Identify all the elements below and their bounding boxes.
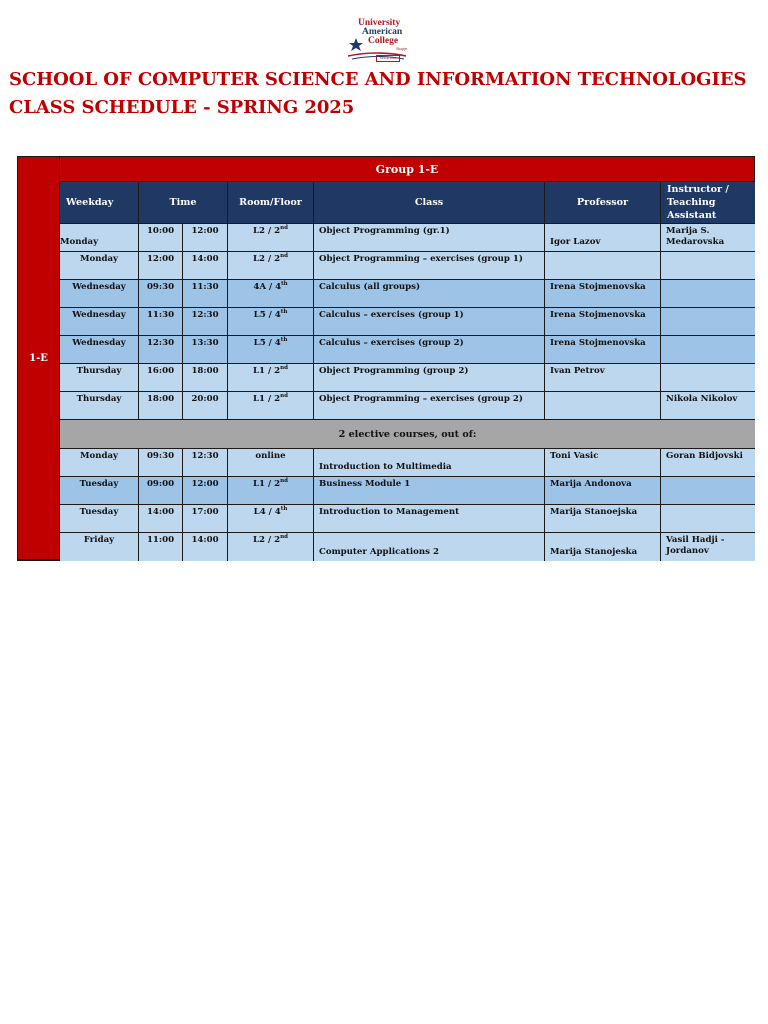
- cell-room: [228, 449, 314, 477]
- end-text: 14:00: [191, 254, 219, 264]
- start-text: 09:00: [146, 479, 175, 489]
- logo-text-college: College: [368, 36, 399, 46]
- weekday-text: Monday: [79, 254, 119, 264]
- class-text: Object Programming (gr.1): [319, 226, 450, 236]
- weekday-text: Thursday: [76, 366, 122, 376]
- class-text: Introduction to Multimedia: [319, 462, 452, 472]
- cell-start: [139, 477, 183, 505]
- end-text: 14:00: [191, 535, 219, 545]
- room-text: L5 / 4: [253, 310, 281, 320]
- start-text: 11:30: [146, 310, 175, 320]
- professor-text: Igor Lazov: [550, 237, 601, 247]
- floor-suffix: th: [280, 337, 288, 343]
- weekday-text: Tuesday: [79, 479, 119, 489]
- end-text: 18:00: [191, 366, 219, 376]
- class-text: Introduction to Management: [319, 507, 460, 517]
- weekday-text: Wednesday: [72, 310, 126, 320]
- cell-start: [139, 505, 183, 533]
- cell-assistant: [661, 505, 755, 533]
- cell-weekday: [60, 280, 139, 308]
- schedule-table: [17, 156, 755, 561]
- start-text: 12:30: [146, 338, 175, 348]
- cell-weekday: [60, 308, 139, 336]
- cell-end: [183, 336, 228, 364]
- cell-professor: [545, 477, 661, 505]
- cell-start: [139, 280, 183, 308]
- class-text: Object Programming – exercises (group 2): [319, 394, 523, 404]
- room-text: online: [255, 451, 286, 461]
- start-text: 18:00: [146, 394, 175, 404]
- room-text: L1 / 2: [253, 366, 281, 376]
- cell-assistant: [661, 280, 755, 308]
- cell-professor: [545, 449, 661, 477]
- cell-end: [183, 449, 228, 477]
- weekday-text: Wednesday: [72, 338, 126, 348]
- professor-text: Ivan Petrov: [550, 366, 605, 376]
- end-text: 12:30: [191, 451, 219, 461]
- assistant-text: Goran Bidjovski: [666, 451, 743, 461]
- logo-text-since: SINCE 2005: [376, 55, 400, 62]
- cell-end: [183, 392, 228, 420]
- room-text: L2 / 2: [253, 226, 281, 236]
- start-text: 09:30: [146, 451, 175, 461]
- cell-professor: [545, 392, 661, 420]
- start-text: 16:00: [146, 366, 175, 376]
- cell-class: [314, 449, 545, 477]
- cell-assistant: [661, 224, 755, 252]
- floor-suffix: nd: [280, 478, 288, 484]
- weekday-text: Monday: [79, 451, 119, 461]
- cell-room: [228, 505, 314, 533]
- cell-professor: [545, 280, 661, 308]
- cell-class: [314, 224, 545, 252]
- cell-room: [228, 392, 314, 420]
- cell-weekday: [60, 505, 139, 533]
- class-text: Computer Applications 2: [319, 547, 439, 557]
- assistant-text: Nikola Nikolov: [666, 394, 738, 404]
- cell-weekday: [60, 392, 139, 420]
- cell-assistant: [661, 308, 755, 336]
- cell-assistant: [661, 252, 755, 280]
- cell-end: [183, 477, 228, 505]
- end-text: 12:00: [191, 479, 219, 489]
- class-text: Business Module 1: [319, 479, 411, 489]
- cell-start: [139, 308, 183, 336]
- header-class: Class: [314, 182, 545, 224]
- cell-professor: [545, 336, 661, 364]
- class-text: Calculus – exercises (group 2): [319, 338, 464, 348]
- cell-weekday: [60, 533, 139, 561]
- end-text: 12:00: [191, 226, 219, 236]
- header-room: Room/Floor: [228, 182, 314, 224]
- weekday-text: Thursday: [76, 394, 122, 404]
- cell-class: [314, 336, 545, 364]
- floor-suffix: nd: [280, 253, 288, 259]
- logo-text-american: American: [362, 27, 403, 37]
- cell-room: [228, 308, 314, 336]
- cell-end: [183, 533, 228, 561]
- cell-class: [314, 477, 545, 505]
- professor-text: Irena Stojmenovska: [550, 338, 646, 348]
- cell-weekday: [60, 477, 139, 505]
- cell-assistant: [661, 449, 755, 477]
- end-text: 13:30: [191, 338, 219, 348]
- cell-start: [139, 224, 183, 252]
- cell-class: [314, 392, 545, 420]
- cell-weekday: [60, 252, 139, 280]
- cell-class: [314, 252, 545, 280]
- cell-start: [139, 364, 183, 392]
- floor-suffix: nd: [280, 225, 288, 231]
- cell-start: [139, 449, 183, 477]
- assistant-text: Marija S. Medarovska: [666, 226, 725, 247]
- cell-room: [228, 336, 314, 364]
- room-text: L5 / 4: [253, 338, 281, 348]
- cell-end: [183, 364, 228, 392]
- class-text: Object Programming – exercises (group 1): [319, 254, 523, 264]
- cell-professor: [545, 364, 661, 392]
- school-title: SCHOOL OF COMPUTER SCIENCE AND INFORMATION TECHNOLOGIES: [9, 69, 747, 90]
- cell-start: [139, 392, 183, 420]
- professor-text: Irena Stojmenovska: [550, 282, 646, 292]
- floor-suffix: th: [280, 309, 288, 315]
- start-text: 10:00: [146, 226, 175, 236]
- cell-class: [314, 505, 545, 533]
- cell-class: [314, 308, 545, 336]
- end-text: 12:30: [191, 310, 219, 320]
- cell-class: [314, 533, 545, 561]
- cell-start: [139, 533, 183, 561]
- cell-assistant: [661, 533, 755, 561]
- class-text: Calculus – exercises (group 1): [319, 310, 464, 320]
- group-side-label: 1-E: [18, 157, 60, 560]
- room-text: 4A / 4: [253, 282, 282, 292]
- professor-text: Marija Stanoejska: [550, 507, 638, 517]
- cell-room: [228, 477, 314, 505]
- cell-professor: [545, 533, 661, 561]
- room-text: L2 / 2: [253, 535, 281, 545]
- start-text: 14:00: [146, 507, 175, 517]
- elective-courses-label: 2 elective courses, out of:: [60, 420, 755, 449]
- cell-room: [228, 280, 314, 308]
- cell-end: [183, 505, 228, 533]
- floor-suffix: nd: [280, 393, 288, 399]
- header-weekday: Weekday: [60, 182, 139, 224]
- end-text: 17:00: [191, 507, 219, 517]
- schedule-title: CLASS SCHEDULE - SPRING 2025: [9, 97, 355, 118]
- cell-assistant: [661, 364, 755, 392]
- cell-room: [228, 252, 314, 280]
- start-text: 11:00: [146, 535, 175, 545]
- cell-end: [183, 252, 228, 280]
- group-header: Group 1-E: [60, 157, 755, 182]
- cell-weekday: [60, 224, 139, 252]
- header-time: Time: [139, 182, 228, 224]
- logo-text-university: University: [358, 18, 401, 28]
- room-text: L4 / 4: [253, 507, 281, 517]
- weekday-text: Monday: [60, 237, 99, 247]
- cell-room: [228, 364, 314, 392]
- class-text: Calculus (all groups): [319, 282, 421, 292]
- cell-weekday: [60, 449, 139, 477]
- header-professor: Professor: [545, 182, 661, 224]
- floor-suffix: nd: [280, 534, 288, 540]
- cell-end: [183, 224, 228, 252]
- room-text: L1 / 2: [253, 479, 281, 489]
- cell-class: [314, 364, 545, 392]
- header-assistant: Instructor / Teaching Assistant: [661, 182, 755, 224]
- floor-suffix: th: [281, 281, 288, 287]
- weekday-text: Wednesday: [72, 282, 126, 292]
- professor-text: Irena Stojmenovska: [550, 310, 646, 320]
- cell-room: [228, 533, 314, 561]
- start-text: 09:30: [146, 282, 175, 292]
- professor-text: Toni Vasic: [550, 451, 599, 461]
- floor-suffix: th: [280, 506, 288, 512]
- room-text: L2 / 2: [253, 254, 281, 264]
- cell-professor: [545, 252, 661, 280]
- end-text: 20:00: [191, 394, 219, 404]
- professor-text: Marija Stanojeska: [550, 547, 638, 557]
- end-text: 11:30: [191, 282, 219, 292]
- cell-professor: [545, 308, 661, 336]
- cell-assistant: [661, 477, 755, 505]
- logo-text-city: Skopje: [396, 47, 407, 51]
- university-logo: [346, 16, 412, 62]
- start-text: 12:00: [146, 254, 175, 264]
- cell-end: [183, 280, 228, 308]
- room-text: L1 / 2: [253, 394, 281, 404]
- cell-professor: [545, 505, 661, 533]
- cell-start: [139, 252, 183, 280]
- cell-weekday: [60, 364, 139, 392]
- weekday-text: Tuesday: [79, 507, 119, 517]
- cell-assistant: [661, 392, 755, 420]
- assistant-text: Vasil Hadji - Jordanov: [666, 535, 725, 556]
- floor-suffix: nd: [280, 365, 288, 371]
- weekday-text: Friday: [83, 535, 115, 545]
- cell-weekday: [60, 336, 139, 364]
- cell-room: [228, 224, 314, 252]
- cell-professor: [545, 224, 661, 252]
- cell-start: [139, 336, 183, 364]
- cell-end: [183, 308, 228, 336]
- cell-assistant: [661, 336, 755, 364]
- professor-text: Marija Andonova: [550, 479, 632, 489]
- class-text: Object Programming (group 2): [319, 366, 469, 376]
- cell-class: [314, 280, 545, 308]
